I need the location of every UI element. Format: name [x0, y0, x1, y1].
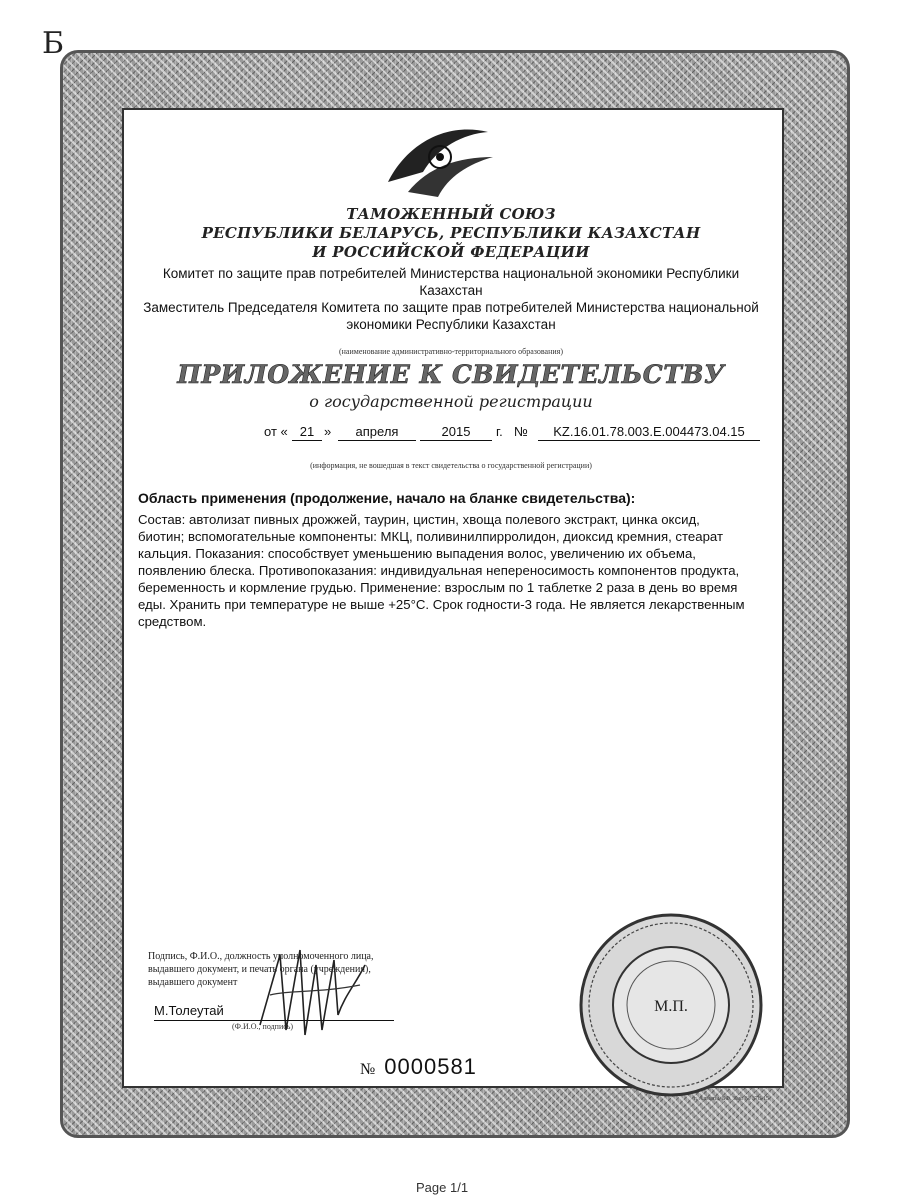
body-line: биотин; вспомогательные компоненты: МКЦ, поливинилпирролидон, диоксид кремния, стеарат: [138, 529, 723, 544]
serial-prefix: №: [360, 1061, 377, 1078]
printer-mark: г. Алматы, БФ. Зак. № 378-15: [694, 1096, 769, 1102]
page-footer: Page 1/1: [416, 1180, 469, 1195]
signer-name: М.Толеутай: [154, 1003, 394, 1021]
union-title-line2: РЕСПУБЛИКИ БЕЛАРУСЬ, РЕСПУБЛИКИ КАЗАХСТАН: [201, 224, 701, 242]
signature-caption-line2: выдавшего документ, и печать органа (учреждения),: [148, 964, 371, 975]
date-month: апреля: [338, 424, 416, 441]
body-line: Состав: автолизат пивных дрожжей, таурин, цистин, хвоща полевого экстракт, цинка оксид,: [138, 512, 700, 527]
body-line: средством.: [138, 614, 207, 629]
signature-caption-line3: выдавшего документ: [148, 977, 238, 988]
deputy-line1: Заместитель Председателя Комитета по защите прав потребителей Министерства национальной: [143, 300, 759, 315]
seal-center-text: М.П.: [654, 998, 688, 1015]
date-year: 2015: [420, 424, 492, 441]
certificate-number: KZ.16.01.78.003.E.004473.04.15: [538, 424, 760, 441]
signer-caption: (Ф.И.О., подпись): [232, 1022, 294, 1031]
blank-serial-number: [360, 1054, 477, 1080]
certificate-number-label: №: [514, 424, 528, 439]
customs-union-emblem-icon: [368, 112, 508, 202]
body-line: беременность и кормление грудью. Применение: взрослым по 1 таблетке 2 раза в день во время: [138, 580, 738, 595]
deputy-line2: экономики Республики Казахстан: [346, 317, 556, 332]
date-day: 21: [292, 424, 322, 441]
union-title-line1: ТАМОЖЕННЫЙ СОЮЗ: [346, 205, 556, 223]
body-line: еды. Хранить при температуре не выше +25°С. Срок годности-3 года. Не является лекарственным: [138, 597, 745, 612]
info-caption: (информация, не вошедшая в текст свидетельства о государственной регистрации): [310, 461, 592, 470]
official-round-seal: [576, 910, 766, 1100]
date-close-quote: »: [324, 424, 332, 439]
serial-number: 0000581: [384, 1054, 477, 1079]
application-heading: Область применения (продолжение, начало на бланке свидетельства):: [138, 490, 636, 506]
annex-subtitle: о государственной регистрации: [309, 392, 593, 411]
date-from-label: от «: [264, 424, 288, 439]
committee-line1: Комитет по защите прав потребителей Министерства национальной экономики Республики: [162, 266, 740, 281]
corner-handwritten-mark: Б: [42, 26, 65, 61]
annex-title: ПРИЛОЖЕНИЕ К СВИДЕТЕЛЬСТВУ: [177, 360, 725, 389]
body-line: появлению блеска. Противопоказания: индивидуальная непереносимость компонентов продукта,: [138, 563, 740, 578]
committee-line2: Казахстан: [419, 283, 483, 298]
signature-caption-line1: Подпись, Ф.И.О., должность уполномоченного лица,: [148, 951, 374, 962]
union-title-line3: И РОССИЙСКОЙ ФЕДЕРАЦИИ: [312, 243, 590, 261]
date-year-suffix: г.: [496, 424, 503, 439]
admin-caption: (наименование административно-территориального образования): [338, 347, 563, 356]
body-line: кальция. Показания: способствует уменьшению выпадения волос, увеличению их объема,: [138, 546, 696, 561]
